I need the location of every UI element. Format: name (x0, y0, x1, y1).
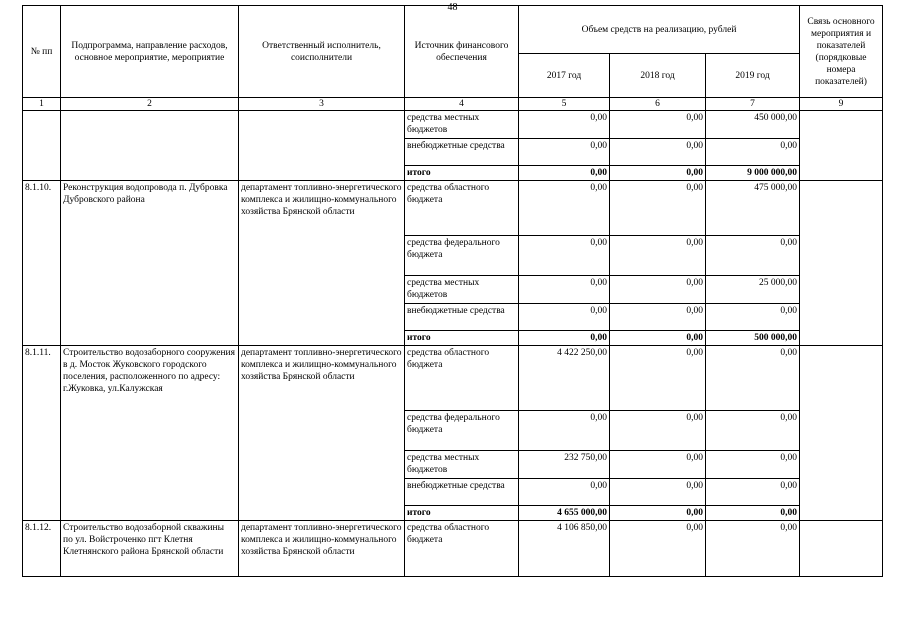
value-2018: 0,00 (610, 276, 706, 304)
source-cell: средства федерального бюджета (405, 411, 519, 451)
executor-cell: департамент топливно-энергетического комплекса и жилищно-коммунального хозяйства Брянской области (239, 521, 405, 577)
value-2017: 4 655 000,00 (519, 506, 610, 521)
header-row (23, 6, 883, 54)
source-cell: итого (405, 331, 519, 346)
value-2017: 0,00 (519, 181, 610, 236)
value-2018: 0,00 (610, 181, 706, 236)
column-numbers-row (23, 98, 883, 111)
value-2019: 450 000,00 (706, 111, 800, 139)
source-cell: средства федерального бюджета (405, 236, 519, 276)
value-2019: 475 000,00 (706, 181, 800, 236)
source-cell: итого (405, 506, 519, 521)
value-2017: 0,00 (519, 411, 610, 451)
header-num: № пп (23, 6, 61, 98)
column-number: 1 (23, 98, 61, 111)
value-2018: 0,00 (610, 331, 706, 346)
source-cell: итого (405, 166, 519, 181)
source-cell: средства местных бюджетов (405, 276, 519, 304)
financing-table (22, 5, 883, 577)
executor-cell: департамент топливно-энергетического комплекса и жилищно-коммунального хозяйства Брянской области (239, 181, 405, 346)
num-cell: 8.1.10. (23, 181, 61, 346)
num-cell: 8.1.12. (23, 521, 61, 577)
program-cell: Строительство водозаборной скважины по ул. Войстроченко пгт Клетня Клетнянского района Брянской области (61, 521, 239, 577)
value-2018: 0,00 (610, 236, 706, 276)
value-2019: 0,00 (706, 521, 800, 577)
header-volume: Объем средств на реализацию, рублей (519, 6, 800, 54)
column-number: 2 (61, 98, 239, 111)
page-number: 48 (447, 2, 458, 13)
header-year-2017: 2017 год (519, 54, 610, 98)
value-2017: 0,00 (519, 166, 610, 181)
header-year-2018: 2018 год (610, 54, 706, 98)
source-cell: средства местных бюджетов (405, 451, 519, 479)
value-2017: 0,00 (519, 331, 610, 346)
table-row (23, 521, 883, 577)
value-2018: 0,00 (610, 166, 706, 181)
program-cell (61, 111, 239, 181)
value-2019: 0,00 (706, 304, 800, 331)
column-number: 7 (706, 98, 800, 111)
source-cell: средства областного бюджета (405, 181, 519, 236)
header-link: Связь основного мероприятия и показателей (порядковые номера показателей) (800, 6, 883, 98)
column-number: 6 (610, 98, 706, 111)
source-cell: внебюджетные средства (405, 304, 519, 331)
table-row (23, 181, 883, 236)
source-cell: средства областного бюджета (405, 521, 519, 577)
column-number: 4 (405, 98, 519, 111)
executor-cell (239, 111, 405, 181)
link-cell (800, 346, 883, 521)
value-2017: 0,00 (519, 276, 610, 304)
link-cell (800, 181, 883, 346)
value-2019: 0,00 (706, 411, 800, 451)
value-2018: 0,00 (610, 479, 706, 506)
value-2017: 0,00 (519, 304, 610, 331)
header-program: Подпрограмма, направление расходов, основное мероприятие, мероприятие (61, 6, 239, 98)
header-executor: Ответственный исполнитель, соисполнители (239, 6, 405, 98)
column-number: 3 (239, 98, 405, 111)
table-row (23, 346, 883, 411)
value-2019: 25 000,00 (706, 276, 800, 304)
column-number: 9 (800, 98, 883, 111)
source-cell: средства местных бюджетов (405, 111, 519, 139)
source-cell: внебюджетные средства (405, 479, 519, 506)
link-cell (800, 521, 883, 577)
source-cell: средства областного бюджета (405, 346, 519, 411)
value-2019: 0,00 (706, 236, 800, 276)
value-2017: 4 106 850,00 (519, 521, 610, 577)
column-number: 5 (519, 98, 610, 111)
value-2019: 500 000,00 (706, 331, 800, 346)
value-2018: 0,00 (610, 451, 706, 479)
value-2017: 0,00 (519, 236, 610, 276)
value-2019: 0,00 (706, 451, 800, 479)
value-2018: 0,00 (610, 411, 706, 451)
value-2019: 0,00 (706, 139, 800, 166)
value-2018: 0,00 (610, 346, 706, 411)
value-2018: 0,00 (610, 304, 706, 331)
header-source: Источник финансового обеспечения (405, 6, 519, 98)
value-2017: 4 422 250,00 (519, 346, 610, 411)
value-2017: 232 750,00 (519, 451, 610, 479)
value-2017: 0,00 (519, 139, 610, 166)
num-cell (23, 111, 61, 181)
value-2018: 0,00 (610, 111, 706, 139)
value-2018: 0,00 (610, 139, 706, 166)
value-2018: 0,00 (610, 506, 706, 521)
program-cell: Строительство водозаборного сооружения в д. Мосток Жуковского городского поселения, расположенного по адресу: г.Жуковка, ул.Калужская (61, 346, 239, 521)
table-row (23, 111, 883, 139)
header-year-2019: 2019 год (706, 54, 800, 98)
value-2017: 0,00 (519, 111, 610, 139)
value-2017: 0,00 (519, 479, 610, 506)
value-2018: 0,00 (610, 521, 706, 577)
value-2019: 0,00 (706, 479, 800, 506)
value-2019: 0,00 (706, 346, 800, 411)
value-2019: 9 000 000,00 (706, 166, 800, 181)
num-cell: 8.1.11. (23, 346, 61, 521)
source-cell: внебюджетные средства (405, 139, 519, 166)
executor-cell: департамент топливно-энергетического комплекса и жилищно-коммунального хозяйства Брянской области (239, 346, 405, 521)
program-cell: Реконструкция водопровода п. Дубровка Дубровского района (61, 181, 239, 346)
link-cell (800, 111, 883, 181)
value-2019: 0,00 (706, 506, 800, 521)
